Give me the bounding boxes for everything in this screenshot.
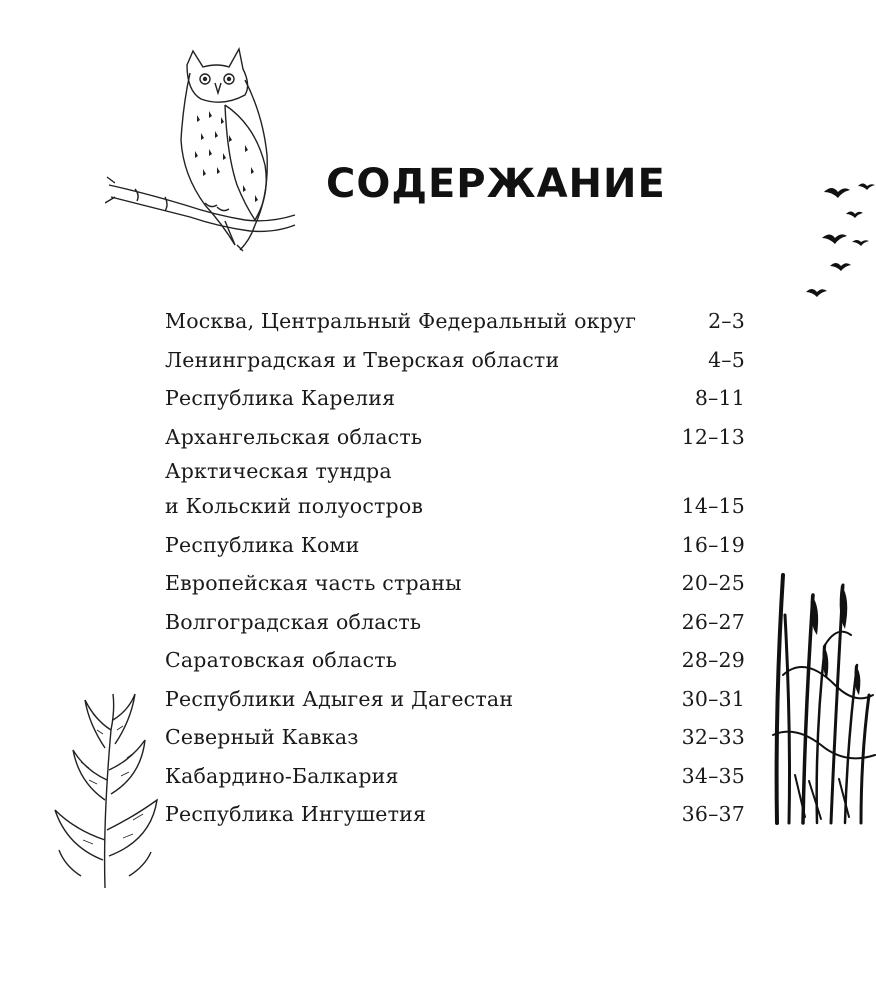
toc-entry — [165, 641, 745, 680]
toc-entry-pages: 26–27 — [681, 609, 745, 634]
toc-entry-pages: 28–29 — [681, 648, 745, 672]
toc-entry-title: Архангельская область — [165, 424, 423, 449]
toc-entry — [165, 680, 745, 719]
toc-entry-title: Республика Ингушетия — [165, 802, 427, 826]
flying-birds-icon — [800, 180, 876, 310]
toc-entry-title: Северный Кавказ — [165, 725, 359, 749]
toc-entry-pages: 36–37 — [681, 802, 745, 826]
owl-illustration-icon — [105, 45, 305, 255]
toc-entry-pages: 20–25 — [681, 571, 745, 595]
toc-entry-title: Республики Адыгея и Дагестан — [165, 686, 514, 711]
table-of-contents — [165, 302, 745, 834]
toc-entry-title-line1: Арктическая тундра — [165, 459, 392, 483]
toc-entry-title: Саратовская область — [165, 648, 398, 672]
toc-entry — [165, 418, 745, 457]
toc-entry-title: Ленинградская и Тверская области — [165, 347, 560, 372]
toc-entry — [165, 603, 745, 642]
toc-entry-title: Республика Коми — [165, 532, 360, 557]
toc-entry — [165, 757, 745, 796]
toc-entry-title: Кабардино-Балкария — [165, 763, 399, 788]
page-title: СОДЕРЖАНИЕ — [326, 161, 666, 207]
toc-entry-title: Европейская часть страны — [165, 571, 462, 595]
toc-entry-title: Волгоградская область — [165, 609, 422, 634]
toc-entry — [165, 718, 745, 757]
toc-entry-line1 — [165, 456, 745, 487]
toc-entry — [165, 526, 745, 565]
toc-entry — [165, 302, 745, 341]
toc-entry-pages: 32–33 — [681, 725, 745, 749]
toc-entry — [165, 341, 745, 380]
toc-entry-pages: 16–19 — [681, 532, 745, 557]
toc-entry-pages: 8–11 — [694, 386, 745, 410]
toc-entry — [165, 487, 745, 526]
toc-entry-pages: 34–35 — [681, 763, 745, 788]
toc-entry — [165, 795, 745, 834]
toc-entry-pages: 30–31 — [681, 686, 745, 711]
toc-entry-title: и Кольский полуостров — [165, 494, 424, 518]
toc-entry — [165, 379, 745, 418]
toc-entry-title: Республика Карелия — [165, 386, 396, 410]
toc-entry-pages: 4–5 — [708, 347, 745, 372]
toc-entry-pages: 14–15 — [681, 494, 745, 518]
toc-entry-title: Москва, Центральный Федеральный округ — [165, 309, 637, 333]
reeds-illustration-icon — [765, 555, 876, 825]
toc-entry-pages: 12–13 — [681, 424, 745, 449]
toc-entry — [165, 564, 745, 603]
plant-illustration-icon — [45, 690, 165, 890]
toc-entry-pages: 2–3 — [708, 309, 745, 333]
